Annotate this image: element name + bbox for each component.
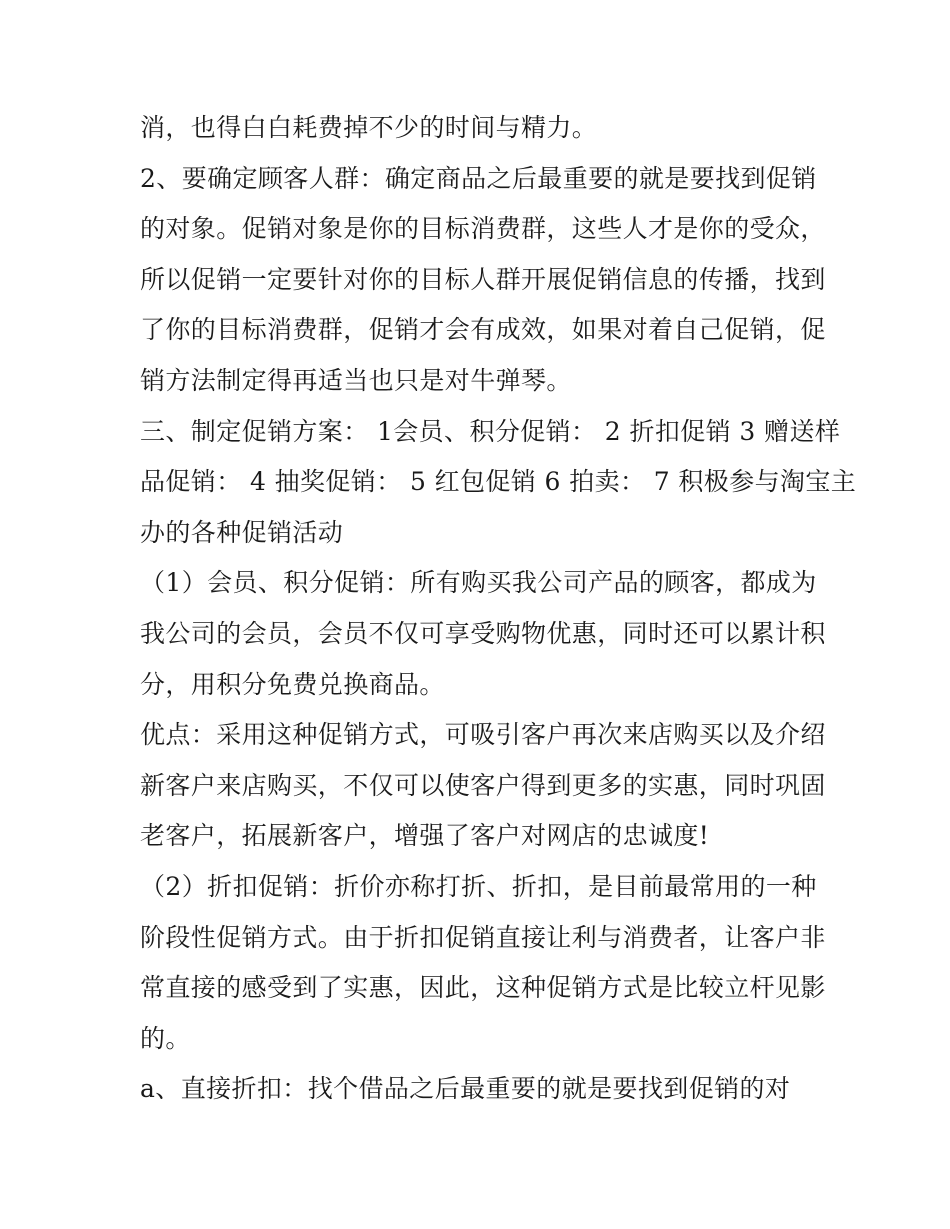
text-line: 2、要确定顾客人群：确定商品之后最重要的就是要找到促销 (140, 163, 817, 193)
text-line: 三、制定促销方案： 1会员、积分促销： 2 折扣促销 3 赠送样 (140, 416, 841, 446)
text-line: 销方法制定得再适当也只是对牛弹琴。 (140, 365, 572, 395)
text-line: 消，也得白白耗费掉不少的时间与精力。 (140, 113, 598, 142)
text-line: 办的各种促销活动 (140, 517, 344, 547)
text-line: 所以促销一定要针对你的目标人群开展促销信息的传播，找到 (140, 264, 826, 294)
text-line: （1）会员、积分促销：所有购买我公司产品的顾客，都成为 (140, 568, 817, 598)
text-line: 阶段性促销方式。由于折扣促销直接让利与消费者，让客户非 (140, 922, 826, 952)
text-line: 新客户来店购买，不仅可以使客户得到更多的实惠，同时巩固 (140, 770, 826, 800)
text-line: 的对象。促销对象是你的目标消费群，这些人才是你的受众， (140, 214, 826, 244)
text-line: 的。 (140, 1023, 191, 1053)
text-line: （2）折扣促销：折价亦称打折、折扣，是目前最常用的一种 (140, 871, 817, 901)
text-line: 了你的目标消费群，促销才会有成效，如果对着自己促销，促 (140, 315, 826, 345)
text-line: 老客户，拓展新客户，增强了客户对网店的忠诚度! (140, 821, 710, 851)
text-line: 我公司的会员，会员不仅可享受购物优惠，同时还可以累计积 (140, 618, 826, 648)
text-line: 优点：采用这种促销方式，可吸引客户再次来店购买以及介绍 (140, 720, 826, 750)
text-line: a、直接折扣：找个借品之后最重要的就是要找到促销的对 (140, 1074, 791, 1104)
text-line: 品促销： 4 抽奖促销： 5 红包促销 6 拍卖： 7 积极参与淘宝主 (140, 467, 857, 497)
text-line: 分，用积分免费兑换商品。 (140, 669, 445, 699)
text-line: 常直接的感受到了实惠，因此，这种促销方式是比较立杆见影 (140, 973, 826, 1003)
body-text (140, 103, 857, 1115)
